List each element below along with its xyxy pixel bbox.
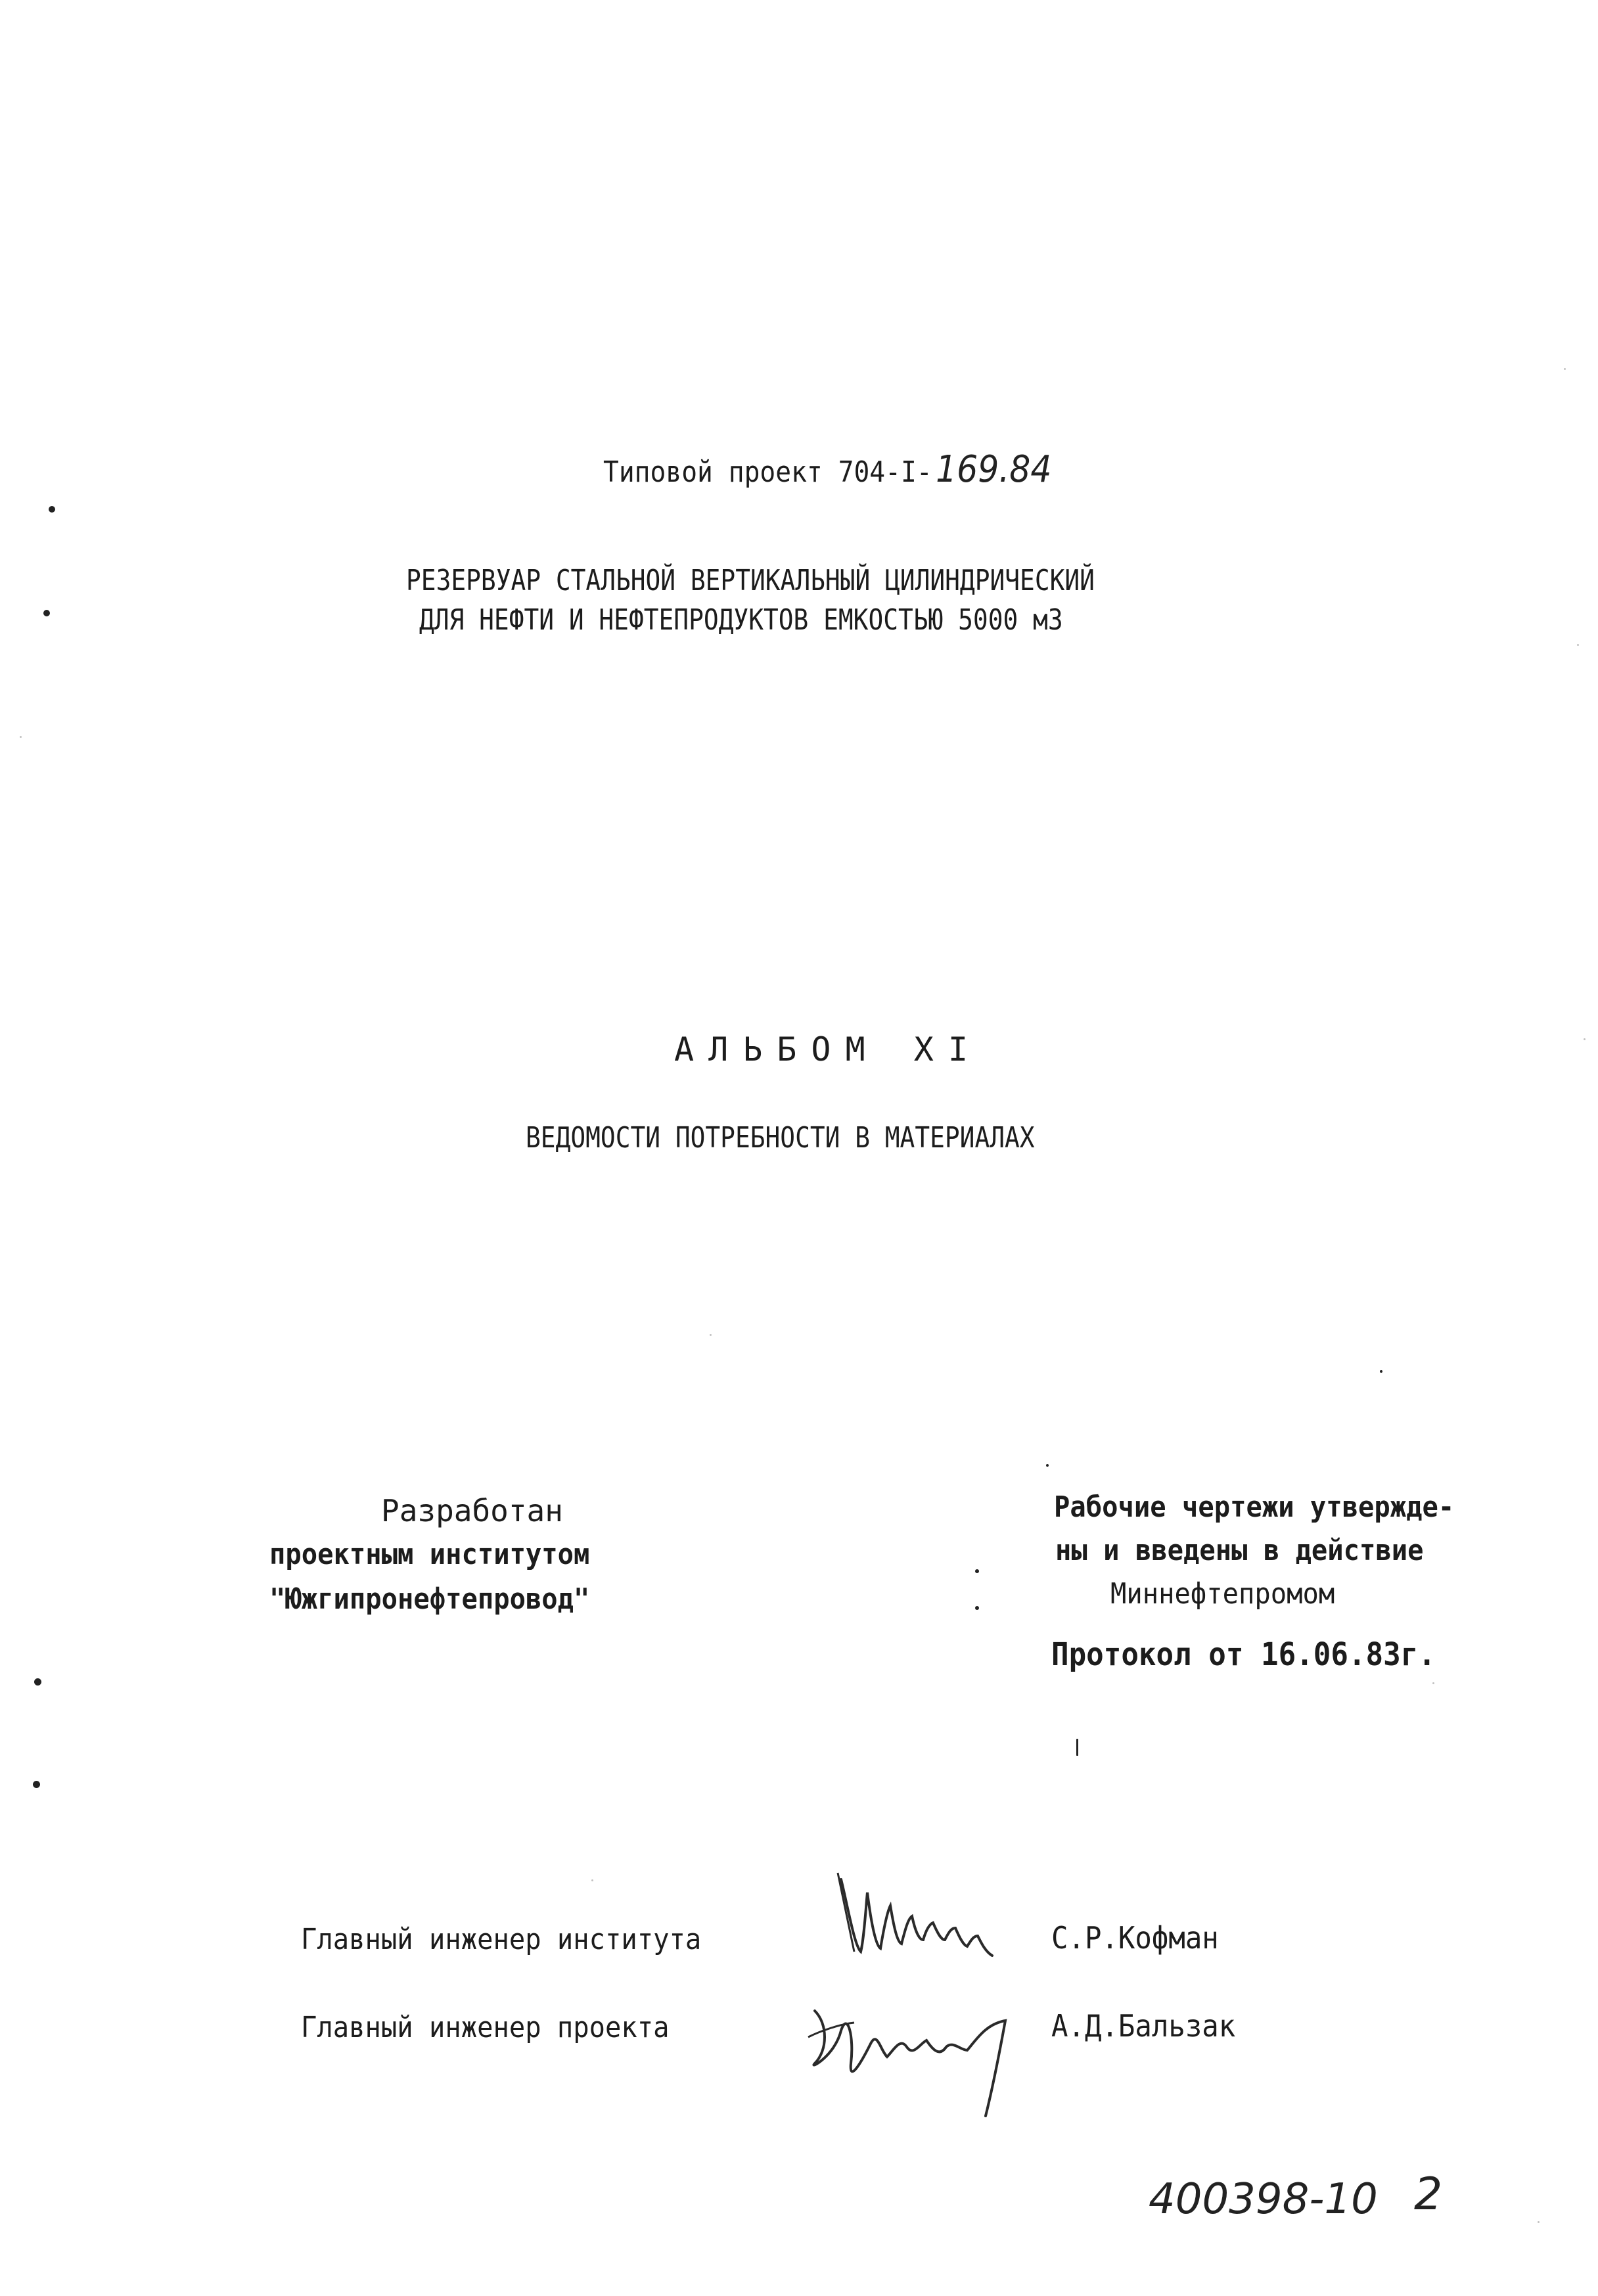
approval-line-1: Рабочие чертежи утвержде- xyxy=(1054,1490,1455,1524)
album-label: АЛЬБОМ XI xyxy=(674,1030,982,1068)
scan-dust xyxy=(20,736,22,738)
scan-speck xyxy=(975,1569,979,1573)
developer-line-3: "Южгипронефтепровод" xyxy=(269,1582,590,1616)
project-label-text: Типовой проект 704-I- xyxy=(603,455,932,489)
chief-institute-label: Главный инженер института xyxy=(301,1923,702,1956)
scan-dust xyxy=(591,1879,593,1881)
project-number-handwritten: 169.84 xyxy=(936,448,1052,491)
page-number: 2 xyxy=(1414,2169,1443,2220)
scan-dust xyxy=(710,1334,712,1336)
scan-dust xyxy=(1432,1682,1434,1684)
signature-kofman xyxy=(828,1866,1025,1998)
scan-speck xyxy=(1076,1739,1078,1756)
scan-speck xyxy=(34,1678,41,1686)
scan-speck xyxy=(33,1781,40,1788)
project-label xyxy=(603,448,1051,491)
scan-speck xyxy=(1380,1370,1382,1373)
developer-line-1: Разработан xyxy=(381,1493,563,1528)
inventory-number: 400398-10 xyxy=(1149,2175,1378,2224)
album-subtitle: ВЕДОМОСТИ ПОТРЕБНОСТИ В МАТЕРИАЛАХ xyxy=(526,1121,1035,1155)
chief-institute-name: С.Р.Кофман xyxy=(1051,1920,1219,1956)
approval-line-4: Протокол от 16.06.83г. xyxy=(1051,1636,1436,1673)
scan-dust xyxy=(1538,2221,1540,2223)
scan-dust xyxy=(1577,644,1579,646)
scan-speck xyxy=(1046,1464,1049,1467)
scan-speck xyxy=(43,610,50,616)
approval-line-3: Миннефтепромом xyxy=(1110,1577,1335,1611)
title-line-2: ДЛЯ НЕФТИ И НЕФТЕПРОДУКТОВ ЕМКОСТЬЮ 5000 м3 xyxy=(419,603,1063,637)
scan-speck xyxy=(975,1606,979,1610)
signature-balzak xyxy=(788,1985,1051,2136)
scan-dust xyxy=(1564,368,1566,370)
approval-line-2: ны и введены в действие xyxy=(1055,1534,1424,1567)
scan-speck xyxy=(49,506,55,513)
chief-project-name: А.Д.Бальзак xyxy=(1051,2008,1236,2044)
title-line-1: РЕЗЕРВУАР СТАЛЬНОЙ ВЕРТИКАЛЬНЫЙ ЦИЛИНДРИЧЕСКИЙ xyxy=(406,564,1095,597)
developer-line-2: проектным институтом xyxy=(269,1538,590,1571)
scan-dust xyxy=(1584,1038,1586,1040)
chief-project-label: Главный инженер проекта xyxy=(301,2011,670,2044)
